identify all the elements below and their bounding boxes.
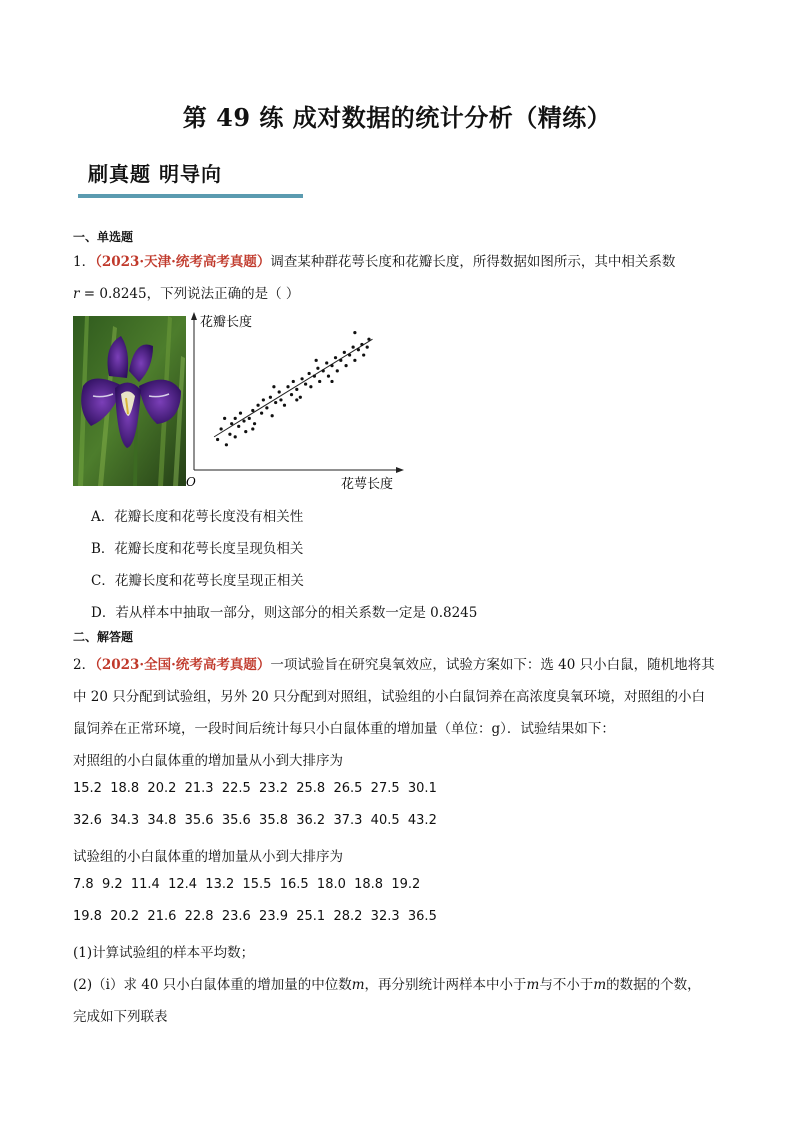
- test-group-label: 试验组的小白鼠体重的增加量从小到大排序为: [73, 849, 343, 865]
- variable-m: m: [351, 977, 365, 993]
- part-2-line-1: [73, 973, 701, 993]
- scatter-point: [234, 417, 237, 420]
- variable-m: m: [526, 977, 540, 993]
- scatter-point: [251, 427, 254, 430]
- scatter-point: [272, 385, 275, 388]
- scatter-point: [366, 346, 369, 349]
- scatter-point: [290, 393, 293, 396]
- iris-flower-photo: [73, 316, 186, 486]
- question-text: 一项试验旨在研究臭氧效应，试验方案如下：选 40 只小白鼠，随机地将其: [270, 657, 715, 673]
- scatter-point: [325, 361, 328, 364]
- x-axis-arrow: [396, 467, 404, 473]
- scatter-point: [299, 396, 302, 399]
- scatter-point: [278, 390, 281, 393]
- scatter-point: [260, 412, 263, 415]
- variable-m: m: [593, 977, 607, 993]
- question-1-line-1: [73, 250, 675, 270]
- control-data-row-2: 32.6 34.3 34.8 35.6 35.6 35.8 36.2 37.3 40.5 43.2: [73, 813, 437, 828]
- question-source-tag: （2023·天津·统考高考真题）: [95, 254, 271, 270]
- control-data-row-1: 15.2 18.8 20.2 21.3 22.5 23.2 25.8 26.5 27.5 30.1: [73, 781, 437, 796]
- banner-title: 刷真题 明导向: [88, 162, 222, 186]
- scatter-point: [313, 375, 316, 378]
- question-number: 1．: [73, 254, 96, 270]
- y-axis-label: 花瓣长度: [200, 315, 253, 330]
- option-d: D．若从样本中抽取一部分，则这部分的相关系数一定是 0.8245: [91, 605, 478, 621]
- scatter-point: [251, 409, 254, 412]
- question-source-tag: （2023·全国·统考高考真题）: [95, 657, 271, 673]
- banner-underline: [78, 194, 303, 198]
- test-data-row-1: 7.8 9.2 11.4 12.4 13.2 15.5 16.5 18.0 18.8 19.2: [73, 877, 421, 892]
- scatter-point: [271, 414, 274, 417]
- question-2-line-3: 鼠饲养在正常环境，一段时间后统计每只小白鼠体重的增加量（单位：g）．试验结果如下：: [73, 721, 615, 737]
- option-a: A．花瓣长度和花萼长度没有相关性: [91, 509, 304, 525]
- page-title: 第 49 练 成对数据的统计分析（精练）: [182, 103, 612, 132]
- scatter-point: [334, 356, 337, 359]
- scatter-point: [253, 422, 256, 425]
- scatter-point: [343, 351, 346, 354]
- origin-label: O: [186, 475, 196, 489]
- question-text: = 0.8245，下列说法正确的是（ ）: [79, 286, 300, 302]
- scatter-point: [330, 364, 333, 367]
- scatter-point: [367, 338, 370, 341]
- scatter-point: [357, 348, 360, 351]
- scatter-point: [295, 388, 298, 391]
- section-heading-2: 二、解答题: [73, 630, 134, 644]
- part-2-text-b: ，再分别统计两样本中小于: [364, 977, 527, 993]
- option-b: B．花瓣长度和花萼长度呈现负相关: [91, 541, 304, 557]
- scatter-point: [327, 375, 330, 378]
- part-2-text-d: 的数据的个数，: [606, 977, 701, 993]
- scatter-point: [330, 380, 333, 383]
- scatter-point: [353, 359, 356, 362]
- scatter-point: [239, 412, 242, 415]
- test-data-row-2: 19.8 20.2 21.6 22.8 23.6 23.9 25.1 28.2 32.3 36.5: [73, 909, 437, 924]
- scatter-point: [309, 385, 312, 388]
- part-2-line-2: 完成如下列联表: [73, 1009, 168, 1025]
- scatter-point: [353, 331, 356, 334]
- option-c: C．花瓣长度和花萼长度呈现正相关: [91, 573, 304, 589]
- scatter-point: [228, 433, 231, 436]
- scatter-point: [248, 417, 251, 420]
- scatter-point: [348, 353, 351, 356]
- scatter-point: [244, 430, 247, 433]
- scatter-point: [304, 382, 307, 385]
- section-heading-1: 一、单选题: [73, 230, 134, 244]
- scatter-point: [344, 364, 347, 367]
- y-axis-arrow: [191, 312, 197, 320]
- scatter-point: [279, 398, 282, 401]
- control-group-label: 对照组的小白鼠体重的增加量从小到大排序为: [73, 753, 343, 769]
- scatter-point: [283, 404, 286, 407]
- scatter-point: [230, 422, 233, 425]
- part-2-text-c: 与不小于: [539, 977, 594, 993]
- scatter-point: [265, 406, 268, 409]
- scatter-point: [234, 435, 237, 438]
- scatter-point: [352, 346, 355, 349]
- scatter-point: [362, 353, 365, 356]
- scatter-point: [360, 343, 363, 346]
- scatter-point: [339, 359, 342, 362]
- scatter-point: [223, 417, 226, 420]
- scatter-point: [256, 404, 259, 407]
- scatter-point: [308, 372, 311, 375]
- variable-r: r: [73, 286, 80, 302]
- scatter-point: [322, 369, 325, 372]
- scatter-point: [269, 396, 272, 399]
- scatter-point: [262, 398, 265, 401]
- scatter-point: [225, 443, 228, 446]
- scatter-point: [300, 377, 303, 380]
- question-1-line-2: [73, 282, 299, 302]
- scatter-chart: [186, 308, 406, 493]
- scatter-point: [242, 419, 245, 422]
- scatter-point: [316, 367, 319, 370]
- question-text: 调查某种群花萼长度和花瓣长度，所得数据如图所示，其中相关系数: [270, 254, 676, 270]
- scatter-point: [286, 385, 289, 388]
- scatter-point: [237, 425, 240, 428]
- part-2-text-a: (2)（ⅰ）求 40 只小白鼠体重的增加量的中位数: [73, 977, 352, 993]
- scatter-point: [292, 380, 295, 383]
- scatter-point: [336, 369, 339, 372]
- question-2-line-2: 中 20 只分配到试验组，另外 20 只分配到对照组，试验组的小白鼠饲养在高浓度臭氧环境，对照组的小白: [73, 689, 706, 705]
- scatter-point: [318, 380, 321, 383]
- scatter-point: [220, 427, 223, 430]
- part-1: (1)计算试验组的样本平均数；: [73, 945, 255, 961]
- x-axis-label: 花萼长度: [341, 477, 394, 492]
- question-number: 2．: [73, 657, 96, 673]
- scatter-point: [274, 401, 277, 404]
- scatter-point: [216, 438, 219, 441]
- question-2-line-1: [73, 653, 715, 673]
- scatter-point: [315, 359, 318, 362]
- scatter-point: [295, 398, 298, 401]
